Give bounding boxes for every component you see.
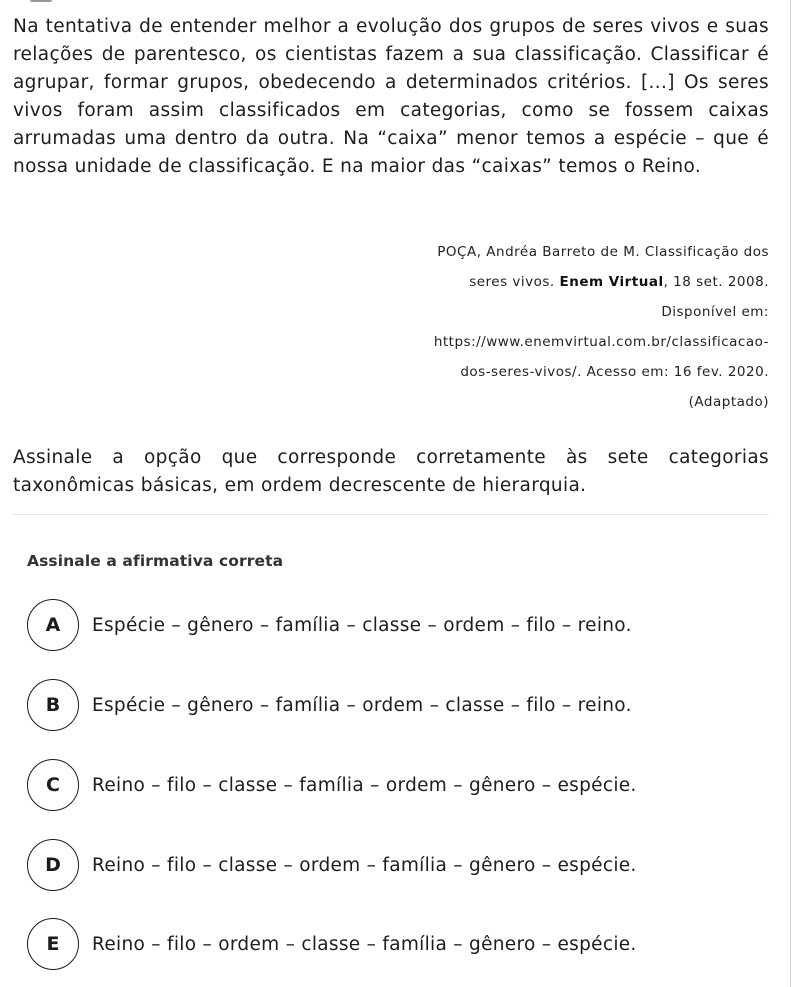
option-e-text[interactable]: Reino – filo – ordem – classe – família – gênero – espécie.	[92, 933, 637, 955]
citation	[349, 237, 769, 417]
citation-line-2	[349, 267, 769, 297]
option-d-text[interactable]: Reino – filo – classe – ordem – família – gênero – espécie.	[92, 854, 637, 876]
option-a[interactable]	[27, 598, 632, 652]
question-text: Assinale a opção que corresponde corretamente às sete categorias taxonômicas básicas, em ordem decrescente de hierarquia.	[13, 447, 769, 496]
citation-line-1: POÇA, Andréa Barreto de M. Classificação dos	[437, 244, 769, 260]
citation-title-prefix: seres vivos.	[469, 274, 560, 290]
question-statement	[13, 444, 769, 500]
passage-text: Na tentativa de entender melhor a evolução dos grupos de seres vivos e suas relações de parentesco, os cientistas fazem a sua classificação. Classificar é agrupar, formar grupos, obedecendo a determinados critérios. [...] Os seres vivos foram assim classificados em categorias, como se fossem caixas arrumadas uma dentro da outra. Na “caixa” menor temos a espécie – que é nossa unidade de classificação. E na maior das “caixas” temos o Reino.	[13, 16, 769, 177]
citation-publication: Enem Virtual	[559, 274, 664, 290]
citation-url: https://www.enemvirtual.com.br/classificacao-	[433, 334, 769, 350]
source-passage	[13, 13, 769, 181]
answer-instruction: Assinale a afirmativa correta	[27, 552, 284, 570]
citation-adapted: (Adaptado)	[688, 394, 769, 410]
section-divider	[13, 514, 769, 515]
option-b-letter[interactable]: B	[27, 679, 79, 731]
option-b[interactable]	[27, 678, 632, 732]
option-d[interactable]	[27, 838, 637, 892]
option-c-text[interactable]: Reino – filo – classe – família – ordem – gênero – espécie.	[92, 774, 637, 796]
option-e[interactable]	[27, 917, 637, 971]
citation-date: , 18 set. 2008.	[663, 274, 769, 290]
option-c[interactable]	[27, 758, 637, 812]
option-a-letter[interactable]: A	[27, 599, 79, 651]
citation-line-3: Disponível em:	[661, 304, 769, 320]
option-b-text[interactable]: Espécie – gênero – família – ordem – classe – filo – reino.	[92, 694, 632, 716]
option-d-letter[interactable]: D	[27, 839, 79, 891]
option-a-text[interactable]: Espécie – gênero – família – classe – ordem – filo – reino.	[92, 614, 632, 636]
option-e-letter[interactable]: E	[27, 918, 79, 970]
option-c-letter[interactable]: C	[27, 759, 79, 811]
scroll-indicator	[30, 0, 52, 2]
citation-access: dos-seres-vivos/. Acesso em: 16 fev. 2020.	[460, 364, 769, 380]
